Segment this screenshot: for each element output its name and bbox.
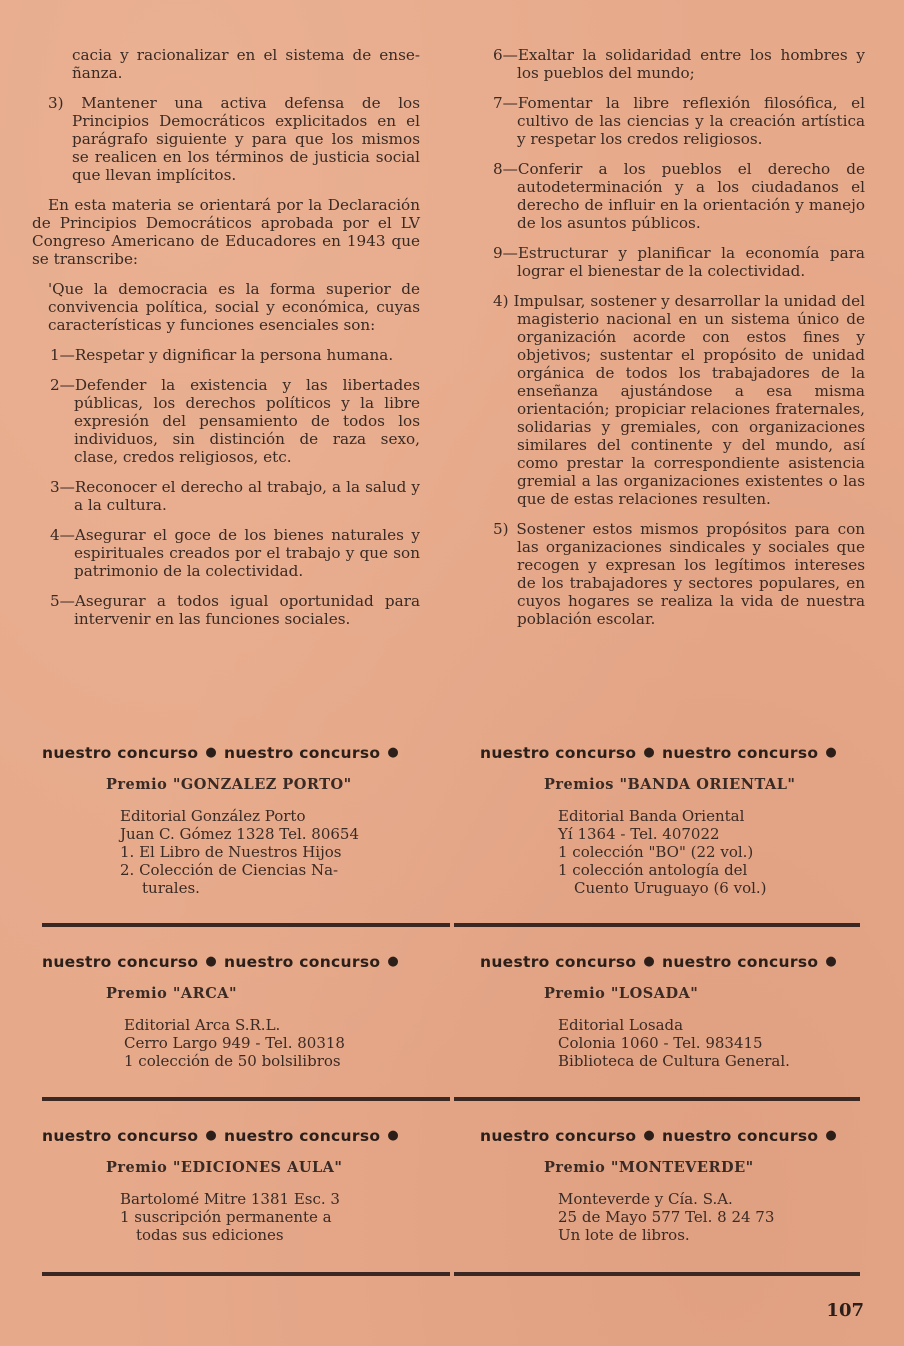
principle-7: 7—Fomentar la libre reflexión filosófica, el cultivo de las ciencias y la creación artística y respetar los credos religiosos. bbox=[493, 94, 865, 148]
contest-monteverde bbox=[480, 1127, 860, 1244]
contest-header: nuestro concurso ● nuestro concurso ● bbox=[42, 1127, 399, 1145]
divider-rule bbox=[42, 923, 450, 927]
page-number: 107 bbox=[826, 1300, 864, 1321]
contest-header: nuestro concurso ● nuestro concurso ● bbox=[480, 1127, 837, 1145]
contest-header: nuestro concurso ● nuestro concurso ● bbox=[480, 744, 837, 762]
bullet-icon: ● bbox=[643, 954, 655, 969]
divider-rule bbox=[454, 1097, 860, 1101]
divider-rule bbox=[454, 1272, 860, 1276]
divider-rule bbox=[42, 1272, 450, 1276]
contest-gonzalez-porto bbox=[42, 744, 422, 897]
left-column bbox=[32, 46, 420, 640]
right-column bbox=[493, 46, 865, 640]
bullet-icon: ● bbox=[825, 954, 837, 969]
principle-4: 4—Asegurar el goce de los bienes naturales y espirituales creados por el trabajo y que son patrimonio de la colectividad. bbox=[50, 526, 420, 580]
contest-losada bbox=[480, 953, 860, 1070]
paragraph-continuation: cacia y racionalizar en el sistema de ense- ñanza. bbox=[72, 46, 420, 82]
premio-title: Premio "ARCA" bbox=[106, 985, 238, 1002]
bullet-icon: ● bbox=[205, 954, 217, 969]
contest-header: nuestro concurso ● nuestro concurso ● bbox=[42, 744, 399, 762]
premio-details: Bartolomé Mitre 1381 Esc. 3 1 suscripción permanente a todas sus ediciones bbox=[120, 1190, 340, 1244]
bullet-icon: ● bbox=[825, 745, 837, 760]
item-4: 4) Impulsar, sostener y desarrollar la unidad del magisterio nacional en un sistema único de organización acorde con estos fines y objetivos; sustentar el propósito de unidad orgánica de todos los trabajadores de la enseñanza ajustándose a esa misma orientación; propiciar relaciones fraternales, solidarias y gremiales, con organizaciones similares del continente y del mundo, así como prestar la correspondiente asistencia gremial a las organizaciones existentes o las que de estas relaciones resulten. bbox=[493, 292, 865, 508]
premio-details: Editorial Losada Colonia 1060 - Tel. 983415 Biblioteca de Cultura General. bbox=[558, 1016, 790, 1070]
premio-details: Editorial Banda Oriental Yí 1364 - Tel. 407022 1 colección "BO" (22 vol.) 1 colección antología del Cuento Uruguayo (6 vol.) bbox=[558, 807, 767, 897]
quote-intro: 'Que la democracia es la forma superior de convivencia política, social y económica, cuyas características y funciones esenciales son: bbox=[48, 280, 420, 334]
premio-title: Premio "MONTEVERDE" bbox=[544, 1159, 754, 1176]
principle-5: 5—Asegurar a todos igual oportunidad para intervenir en las funciones sociales. bbox=[50, 592, 420, 628]
principle-6: 6—Exaltar la solidaridad entre los hombres y los pueblos del mundo; bbox=[493, 46, 865, 82]
contest-header: nuestro concurso ● nuestro concurso ● bbox=[480, 953, 837, 971]
item-3: 3) Mantener una activa defensa de los Principios Democráticos explicitados en el parágrafo siguiente y para que los mismos se realicen en los términos de justicia social que llevan implícitos. bbox=[48, 94, 420, 184]
principle-9: 9—Estructurar y planificar la economía para lograr el bienestar de la colectividad. bbox=[493, 244, 865, 280]
declaration-paragraph: En esta materia se orientará por la Declaración de Principios Democráticos aprobada por el LV Congreso Americano de Educadores en 1943 que se transcribe: bbox=[32, 196, 420, 268]
premio-details: Monteverde y Cía. S.A. 25 de Mayo 577 Tel. 8 24 73 Un lote de libros. bbox=[558, 1190, 775, 1244]
bullet-icon: ● bbox=[387, 745, 399, 760]
premio-title: Premios "BANDA ORIENTAL" bbox=[544, 776, 796, 793]
bullet-icon: ● bbox=[643, 745, 655, 760]
contest-ediciones-aula bbox=[42, 1127, 422, 1244]
bullet-icon: ● bbox=[205, 1128, 217, 1143]
bullet-icon: ● bbox=[387, 954, 399, 969]
premio-title: Premio "EDICIONES AULA" bbox=[106, 1159, 343, 1176]
bullet-icon: ● bbox=[205, 745, 217, 760]
principle-1: 1—Respetar y dignificar la persona humana. bbox=[50, 346, 394, 364]
bullet-icon: ● bbox=[825, 1128, 837, 1143]
contest-banda-oriental bbox=[480, 744, 860, 897]
contest-arca bbox=[42, 953, 422, 1070]
item-5: 5) Sostener estos mismos propósitos para con las organizaciones sindicales y sociales que recogen y expresan los legítimos intereses de los trabajadores y sectores populares, en cuyos hogares se realiza la vida de nuestra población escolar. bbox=[493, 520, 865, 628]
divider-rule bbox=[42, 1097, 450, 1101]
principle-2: 2—Defender la existencia y las libertades públicas, los derechos políticos y la libre expresión del pensamiento de todos los individuos, sin distinción de raza sexo, clase, credos religiosos, etc. bbox=[50, 376, 420, 466]
principle-8: 8—Conferir a los pueblos el derecho de autodeterminación y a los ciudadanos el derecho de influir en la orientación y manejo de los asuntos públicos. bbox=[493, 160, 865, 232]
divider-rule bbox=[454, 923, 860, 927]
principle-3: 3—Reconocer el derecho al trabajo, a la salud y a la cultura. bbox=[50, 478, 420, 514]
premio-details: Editorial Arca S.R.L. Cerro Largo 949 - Tel. 80318 1 colección de 50 bolsilibros bbox=[124, 1016, 345, 1070]
bullet-icon: ● bbox=[387, 1128, 399, 1143]
bullet-icon: ● bbox=[643, 1128, 655, 1143]
premio-title: Premio "LOSADA" bbox=[544, 985, 699, 1002]
premio-title: Premio "GONZALEZ PORTO" bbox=[106, 776, 352, 793]
premio-details: Editorial González Porto Juan C. Gómez 1328 Tel. 80654 1. El Libro de Nuestros Hijos 2. Colección de Ciencias Na- turales. bbox=[120, 807, 360, 897]
contest-header: nuestro concurso ● nuestro concurso ● bbox=[42, 953, 399, 971]
